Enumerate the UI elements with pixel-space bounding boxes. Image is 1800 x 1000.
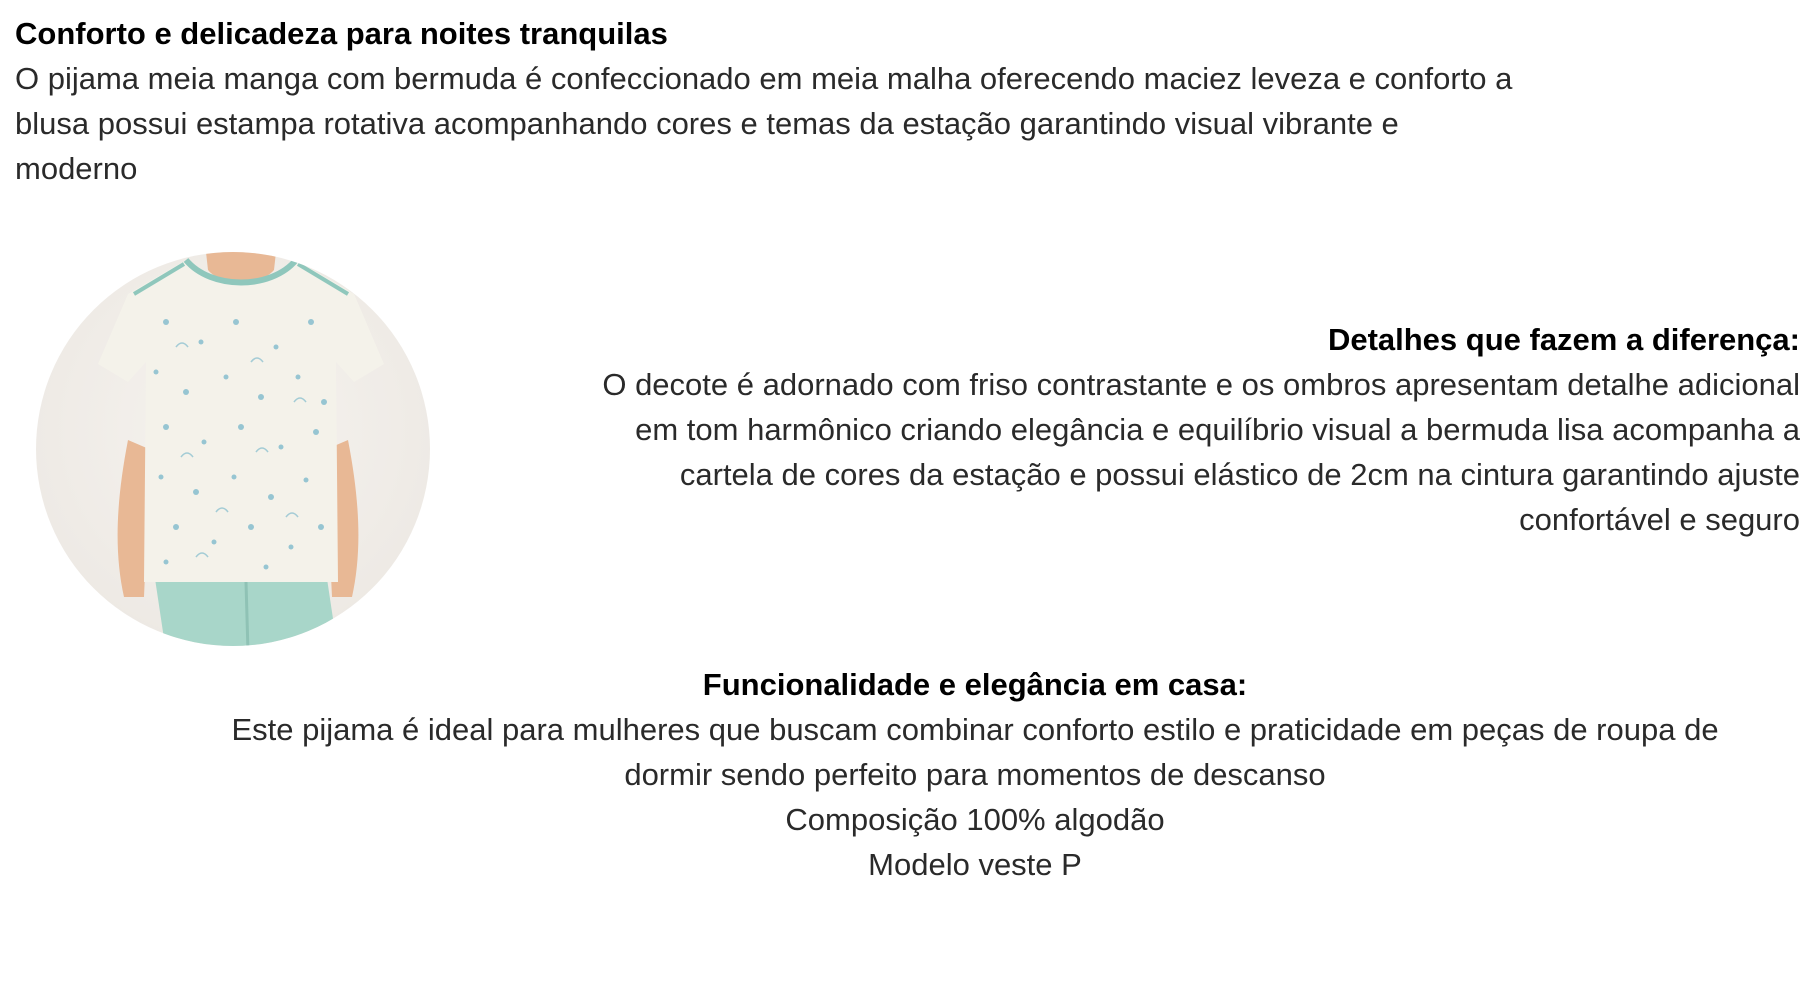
section-details-text xyxy=(480,362,1800,542)
text-line: dormir sendo perfeito para momentos de descanso xyxy=(624,757,1326,792)
section-functionality xyxy=(150,663,1800,887)
section-details-heading: Detalhes que fazem a diferença: xyxy=(1327,322,1800,357)
product-photo-pajama-icon xyxy=(36,252,430,646)
text-line: cartela de cores da estação e possui elástico de 2cm na cintura garantindo ajuste xyxy=(679,457,1800,492)
text-line: Este pijama é ideal para mulheres que buscam combinar conforto estilo e praticidade em peças de roupa de xyxy=(231,712,1719,747)
section-comfort-text xyxy=(15,56,1655,191)
text-line: moderno xyxy=(15,151,138,186)
model-size-text: Modelo veste P xyxy=(868,847,1082,882)
text-line: O decote é adornado com friso contrastante e os ombros apresentam detalhe adicional xyxy=(602,367,1800,402)
section-functionality-heading: Funcionalidade e elegância em casa: xyxy=(702,667,1248,702)
section-details xyxy=(480,318,1800,542)
text-line: em tom harmônico criando elegância e equilíbrio visual a bermuda lisa acompanha a xyxy=(635,412,1800,447)
product-image xyxy=(36,252,430,646)
section-comfort xyxy=(15,12,1675,191)
text-line: blusa possui estampa rotativa acompanhando cores e temas da estação garantindo visual vibrante e xyxy=(15,106,1399,141)
text-line: confortável e seguro xyxy=(1519,502,1800,537)
section-comfort-heading: Conforto e delicadeza para noites tranquilas xyxy=(15,16,668,51)
composition-text: Composição 100% algodão xyxy=(785,802,1165,837)
section-functionality-text xyxy=(150,707,1800,887)
text-line: O pijama meia manga com bermuda é confeccionado em meia malha oferecendo maciez leveza e conforto a xyxy=(15,61,1513,96)
